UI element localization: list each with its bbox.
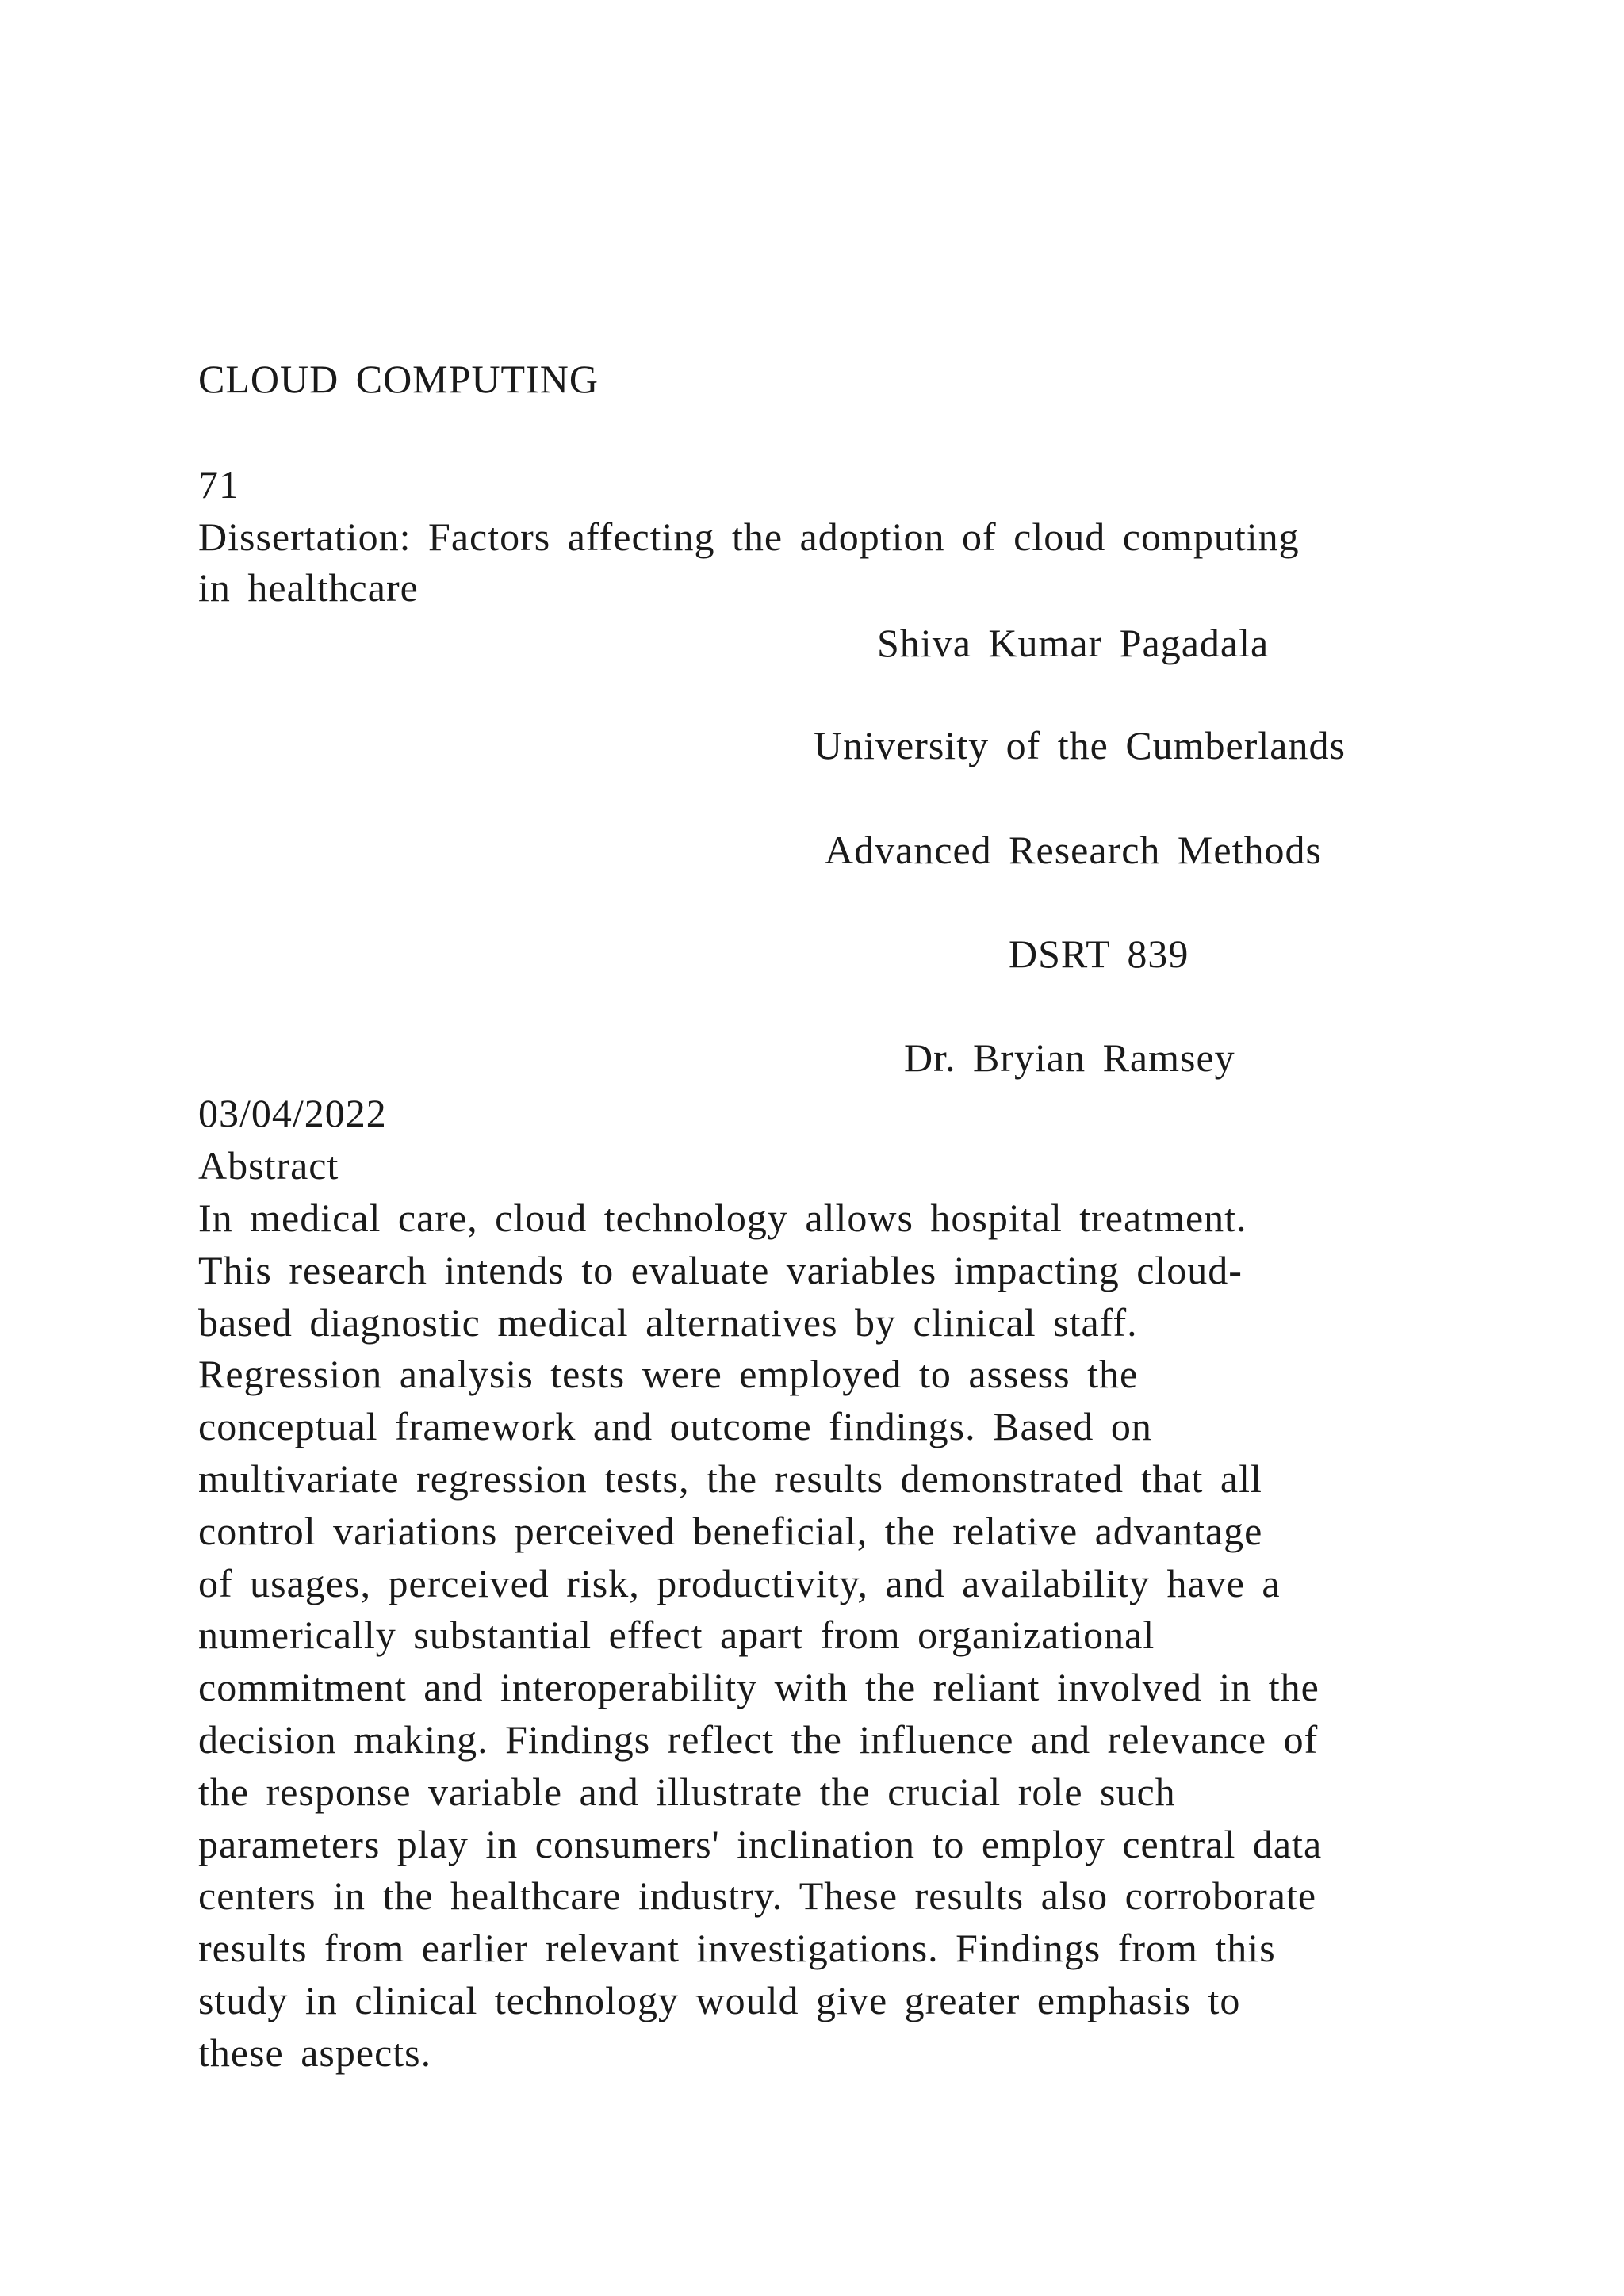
course-code: DSRT 839 <box>1009 932 1189 976</box>
abstract-line: This research intends to evaluate variables impacting cloud- <box>198 1247 1243 1292</box>
author-name: Shiva Kumar Pagadala <box>877 621 1270 665</box>
abstract-line: results from earlier relevant investigations. Findings from this <box>198 1926 1276 1971</box>
institution: University of the Cumberlands <box>814 723 1346 767</box>
abstract-line: these aspects. <box>198 2030 432 2075</box>
abstract-line: control variations perceived beneficial, the relative advantage <box>198 1508 1263 1553</box>
title-line-2: in healthcare <box>198 565 419 610</box>
date: 03/04/2022 <box>198 1091 387 1135</box>
abstract-line: multivariate regression tests, the results demonstrated that all <box>198 1456 1262 1501</box>
abstract-line: the response variable and illustrate the crucial role such <box>198 1769 1176 1814</box>
abstract-line: based diagnostic medical alternatives by clinical staff. <box>198 1299 1138 1345</box>
abstract-line: parameters play in consumers' inclination to employ central data <box>198 1821 1323 1866</box>
abstract-line: commitment and interoperability with the reliant involved in the <box>198 1665 1320 1710</box>
abstract-line: numerically substantial effect apart from organizational <box>198 1613 1155 1658</box>
instructor-name: Dr. Bryian Ramsey <box>904 1035 1235 1080</box>
abstract-line: of usages, perceived risk, productivity, and availability have a <box>198 1560 1281 1605</box>
abstract-body <box>198 1192 1451 2080</box>
title-line-1: Dissertation: Factors affecting the adoption of cloud computing <box>198 515 1300 559</box>
page-number: 71 <box>198 462 239 507</box>
course-title: Advanced Research Methods <box>825 828 1322 872</box>
abstract-line: centers in the healthcare industry. These results also corroborate <box>198 1873 1317 1919</box>
abstract-line: conceptual framework and outcome findings. Based on <box>198 1404 1152 1449</box>
abstract-line: In medical care, cloud technology allows hospital treatment. <box>198 1196 1247 1240</box>
abstract-line: study in clinical technology would give greater emphasis to <box>198 1977 1241 2022</box>
abstract-line: decision making. Findings reflect the influence and relevance of <box>198 1716 1319 1762</box>
running-head: CLOUD COMPUTING <box>198 357 599 401</box>
abstract-line: Regression analysis tests were employed to assess the <box>198 1352 1139 1397</box>
abstract-heading: Abstract <box>198 1143 339 1188</box>
